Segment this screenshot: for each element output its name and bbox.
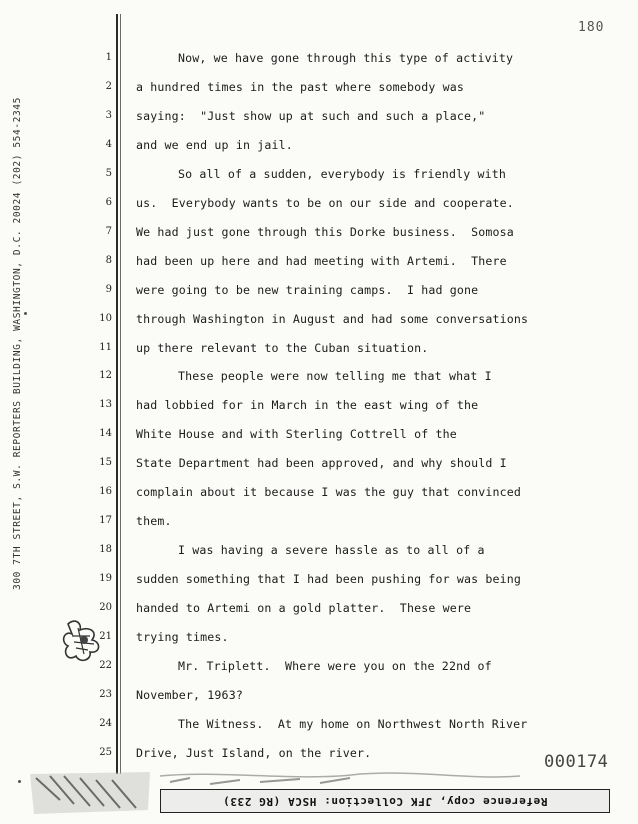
line-number: 23 bbox=[99, 688, 112, 700]
line-text: These people were now telling me that what I bbox=[178, 369, 492, 384]
transcript-line bbox=[0, 484, 638, 513]
line-number: 2 bbox=[105, 80, 112, 92]
transcript-line bbox=[0, 455, 638, 484]
line-text: them. bbox=[136, 514, 172, 529]
line-text: November, 1963? bbox=[136, 687, 243, 702]
transcript-line bbox=[0, 716, 638, 745]
line-number: 10 bbox=[99, 312, 112, 324]
transcript-line bbox=[0, 426, 638, 455]
line-text: I was having a severe hassle as to all of a bbox=[178, 543, 485, 558]
line-text: us. Everybody wants to be on our side and cooperate. bbox=[136, 195, 514, 210]
line-number: 11 bbox=[99, 341, 112, 353]
line-number: 16 bbox=[99, 486, 112, 498]
line-text: sudden something that I had been pushing for was being bbox=[136, 572, 522, 587]
transcript-line bbox=[0, 687, 638, 716]
line-text: State Department had been approved, and why should I bbox=[136, 456, 507, 471]
transcript-line bbox=[0, 311, 638, 340]
transcript-line bbox=[0, 397, 638, 426]
line-text: had been up here and had meeting with Artemi. There bbox=[136, 253, 507, 268]
line-number: 21 bbox=[99, 631, 112, 642]
transcript-line bbox=[0, 571, 638, 600]
line-number: 20 bbox=[99, 602, 112, 614]
page-number: 180 bbox=[578, 20, 605, 35]
line-number: 19 bbox=[99, 573, 112, 585]
line-text: So all of a sudden, everybody is friendly with bbox=[178, 166, 506, 181]
line-number: 7 bbox=[105, 225, 112, 237]
transcript-line bbox=[0, 50, 638, 79]
line-text: We had just gone through this Dorke business. Somosa bbox=[136, 224, 514, 239]
line-number: 14 bbox=[99, 428, 112, 440]
line-text: were going to be new training camps. I had gone bbox=[136, 282, 479, 297]
archive-reference-stamp: Reference copy, JFK Collection: HSCA (RG 233) bbox=[160, 789, 610, 813]
line-number: 8 bbox=[105, 254, 112, 266]
scan-dot bbox=[18, 780, 21, 783]
reporter-address-margin: 300 7TH STREET, S.W. REPORTERS BUILDING, WASHINGTON, D.C. 20024 (202) 554-2345 bbox=[12, 97, 23, 590]
line-number: 13 bbox=[99, 399, 112, 411]
line-text: saying: "Just show up at such and such a place," bbox=[136, 108, 486, 123]
line-text: had lobbied for in March in the east wing of the bbox=[136, 398, 479, 413]
line-text: Drive, Just Island, on the river. bbox=[136, 745, 372, 760]
transcript-line bbox=[0, 368, 638, 397]
line-text: White House and with Sterling Cottrell of the bbox=[136, 427, 457, 442]
document-id: 000174 bbox=[544, 752, 609, 772]
line-number: 1 bbox=[105, 52, 112, 63]
line-text: through Washington in August and had some conversations bbox=[136, 311, 529, 326]
line-text: trying times. bbox=[136, 630, 229, 644]
line-text: Now, we have gone through this type of activity bbox=[178, 51, 514, 65]
line-number: 9 bbox=[105, 283, 112, 295]
line-text: handed to Artemi on a gold platter. These were bbox=[136, 601, 472, 616]
transcript-line bbox=[0, 166, 638, 195]
line-number: 6 bbox=[105, 196, 112, 208]
line-number: 15 bbox=[99, 457, 112, 469]
line-number: 12 bbox=[99, 370, 112, 382]
transcript-line bbox=[0, 253, 638, 282]
transcript-line bbox=[0, 137, 638, 166]
transcript-line bbox=[0, 108, 638, 137]
line-text: and we end up in jail. bbox=[136, 137, 293, 152]
line-number: 18 bbox=[99, 544, 112, 556]
line-number: 17 bbox=[99, 515, 112, 527]
line-number: 22 bbox=[99, 659, 112, 671]
line-number: 3 bbox=[105, 109, 112, 121]
line-text: a hundred times in the past where somebody was bbox=[136, 79, 464, 94]
scan-dot bbox=[24, 312, 27, 315]
transcript-line bbox=[0, 224, 638, 253]
line-text: complain about it because I was the guy that convinced bbox=[136, 485, 522, 500]
transcript-line bbox=[0, 542, 638, 571]
transcript-line bbox=[0, 340, 638, 369]
line-number: 4 bbox=[105, 138, 112, 150]
line-number: 25 bbox=[99, 746, 112, 758]
transcript-line bbox=[0, 195, 638, 224]
transcript-line bbox=[0, 282, 638, 311]
line-text: The Witness. At my home on Northwest North River bbox=[178, 716, 528, 731]
notary-seal-icon bbox=[60, 614, 108, 666]
line-text: up there relevant to the Cuban situation. bbox=[136, 340, 429, 355]
transcript-line bbox=[0, 79, 638, 108]
line-text: Mr. Triplett. Where were you on the 22nd of bbox=[178, 658, 492, 673]
line-number: 5 bbox=[105, 167, 112, 179]
transcript-line bbox=[0, 513, 638, 542]
line-number: 24 bbox=[99, 717, 112, 729]
